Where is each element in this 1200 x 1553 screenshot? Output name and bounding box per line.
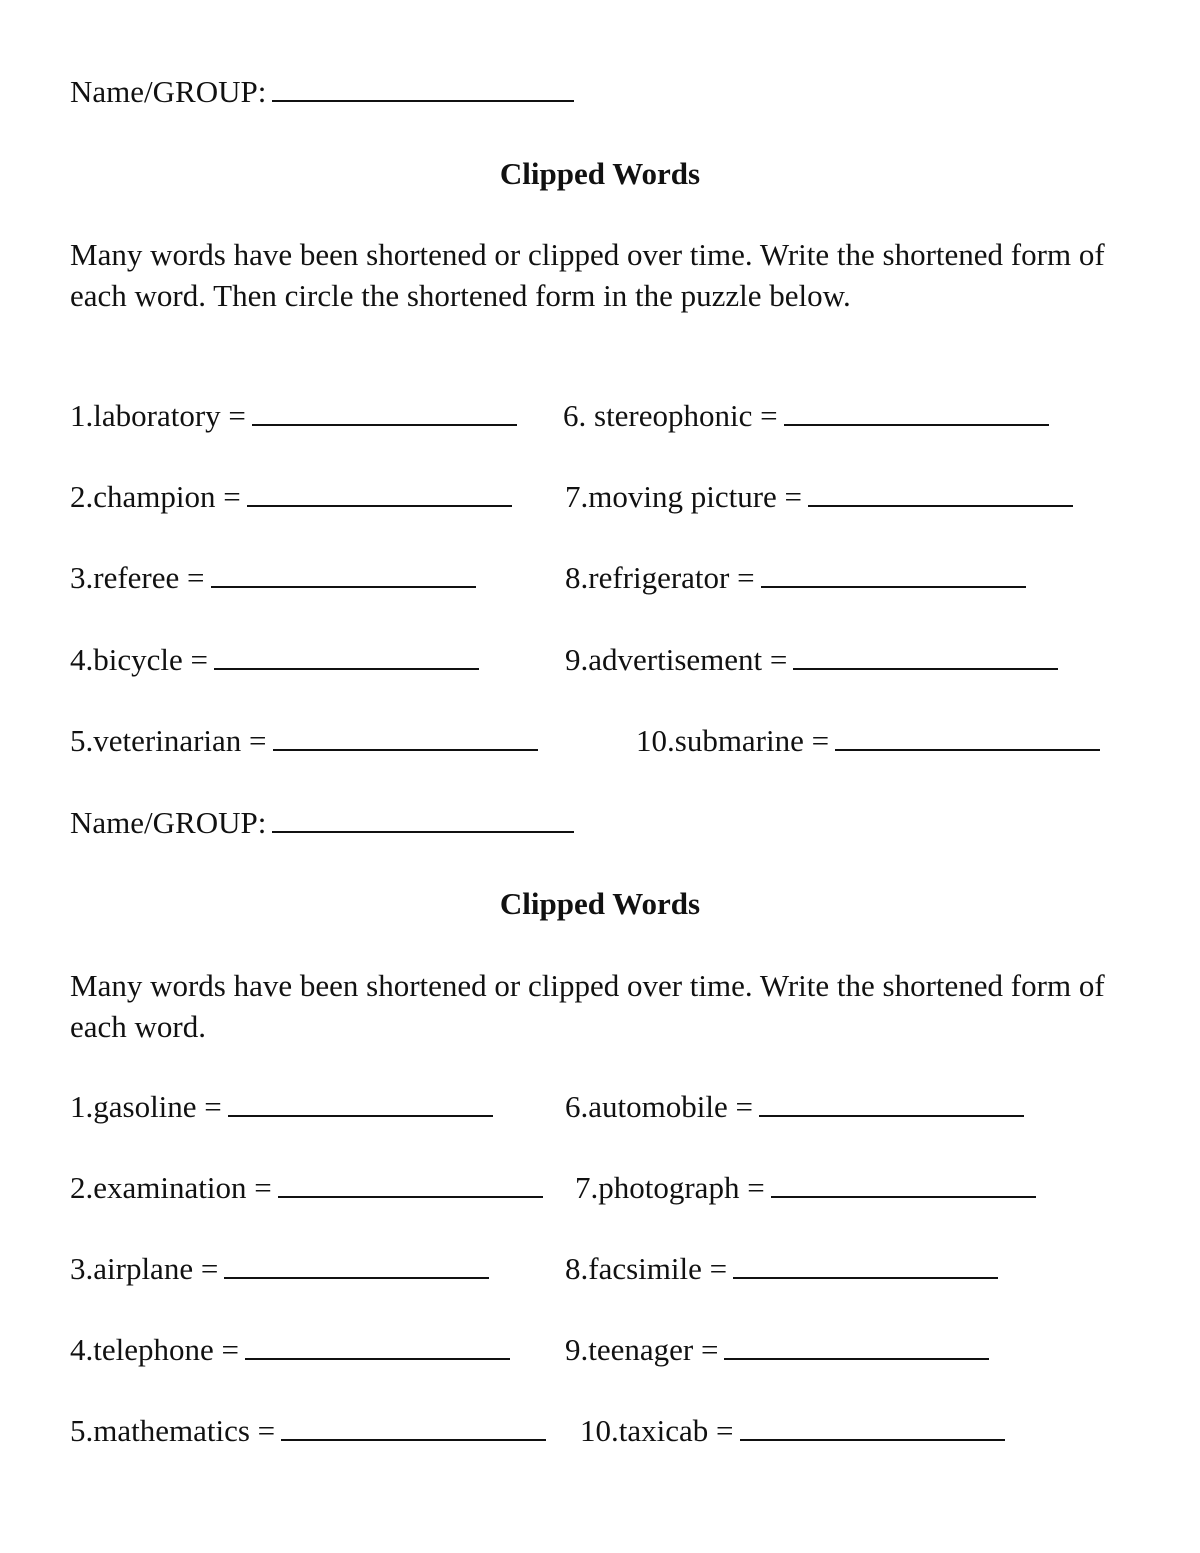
- answer-blank[interactable]: [808, 481, 1073, 507]
- question-label: 6.automobile =: [565, 1089, 753, 1124]
- question-item: [70, 644, 479, 675]
- question-label: 9.teenager =: [565, 1332, 719, 1367]
- answer-blank[interactable]: [281, 1415, 546, 1441]
- answer-blank[interactable]: [793, 644, 1058, 670]
- question-item: [70, 1253, 489, 1284]
- question-label: 10.submarine =: [636, 723, 830, 758]
- name-answer-blank[interactable]: [272, 76, 574, 102]
- name-group-label: Name/GROUP:: [70, 74, 267, 109]
- answer-blank[interactable]: [273, 725, 538, 751]
- question-item: [70, 1415, 546, 1446]
- question-item: [70, 1172, 543, 1203]
- answer-blank[interactable]: [228, 1091, 493, 1117]
- name-group-label: Name/GROUP:: [70, 805, 267, 840]
- question-label: 10.taxicab =: [580, 1413, 734, 1448]
- question-item: [70, 1334, 510, 1365]
- answer-blank[interactable]: [214, 644, 479, 670]
- name-group-line-2: [70, 807, 574, 838]
- answer-blank[interactable]: [252, 400, 517, 426]
- answer-blank[interactable]: [740, 1415, 1005, 1441]
- question-label: 3.airplane =: [70, 1251, 219, 1286]
- name-answer-blank[interactable]: [272, 807, 574, 833]
- answer-blank[interactable]: [784, 400, 1049, 426]
- question-label: 5.mathematics =: [70, 1413, 276, 1448]
- question-item: [70, 562, 476, 593]
- instructions-2: Many words have been shortened or clipped over time. Write the shortened form of each word.: [70, 968, 1105, 1044]
- question-item: [563, 400, 1049, 431]
- question-label: 5.veterinarian =: [70, 723, 267, 758]
- question-label: 8.facsimile =: [565, 1251, 728, 1286]
- question-item: [565, 644, 1058, 675]
- answer-blank[interactable]: [224, 1253, 489, 1279]
- question-label: 9.advertisement =: [565, 642, 788, 677]
- worksheet-title-2: Clipped Words: [499, 886, 701, 921]
- question-label: 7.moving picture =: [565, 479, 803, 514]
- question-label: 1.gasoline =: [70, 1089, 222, 1124]
- question-item: [580, 1415, 1005, 1446]
- answer-blank[interactable]: [771, 1172, 1036, 1198]
- answer-blank[interactable]: [733, 1253, 998, 1279]
- question-item: [70, 400, 517, 431]
- instructions-1: Many words have been shortened or clipped over time. Write the shortened form of each word. Then circle the shortened form in the puzzle below.: [70, 237, 1105, 313]
- question-label: 3.referee =: [70, 560, 205, 595]
- question-label: 2.champion =: [70, 479, 241, 514]
- question-label: 1.laboratory =: [70, 398, 246, 433]
- question-item: [565, 1334, 989, 1365]
- answer-blank[interactable]: [759, 1091, 1024, 1117]
- question-item: [70, 725, 538, 756]
- question-label: 7.photograph =: [575, 1170, 765, 1205]
- worksheet-title-1: Clipped Words: [499, 156, 701, 191]
- question-item: [565, 562, 1026, 593]
- question-label: 8.refrigerator =: [565, 560, 755, 595]
- answer-blank[interactable]: [245, 1334, 510, 1360]
- question-item: [70, 481, 512, 512]
- question-item: [565, 1253, 998, 1284]
- question-label: 2.examination =: [70, 1170, 272, 1205]
- question-item: [70, 1091, 493, 1122]
- question-label: 4.telephone =: [70, 1332, 239, 1367]
- answer-blank[interactable]: [211, 562, 476, 588]
- question-item: [565, 1091, 1024, 1122]
- answer-blank[interactable]: [278, 1172, 543, 1198]
- question-item: [565, 481, 1073, 512]
- question-item: [575, 1172, 1036, 1203]
- answer-blank[interactable]: [724, 1334, 989, 1360]
- answer-blank[interactable]: [247, 481, 512, 507]
- name-group-line-1: [70, 76, 574, 107]
- question-label: 4.bicycle =: [70, 642, 208, 677]
- question-label: 6. stereophonic =: [563, 398, 778, 433]
- question-item: [636, 725, 1100, 756]
- answer-blank[interactable]: [835, 725, 1100, 751]
- answer-blank[interactable]: [761, 562, 1026, 588]
